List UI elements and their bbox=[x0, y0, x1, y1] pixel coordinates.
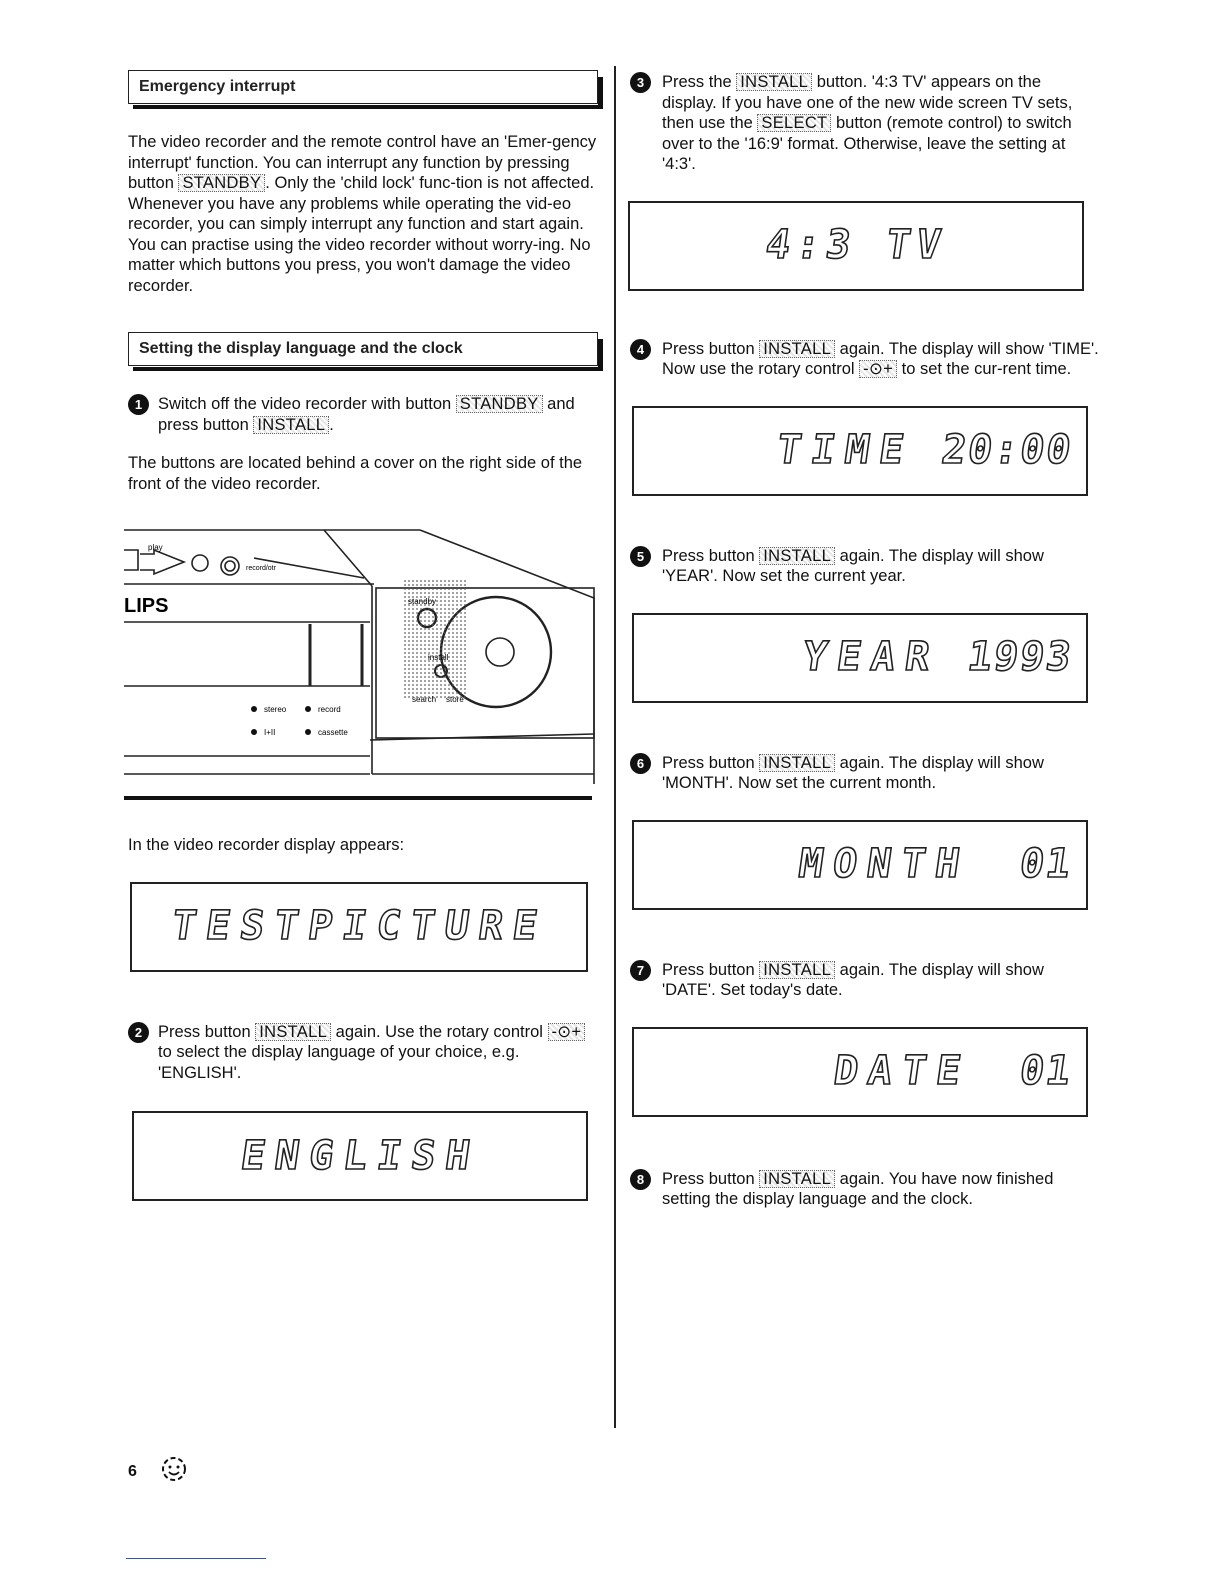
play-label: play bbox=[148, 543, 163, 552]
text-run: button (remote control) to switch over to the '16:9' format. Otherwise, leave the setting at '4:3'. bbox=[662, 114, 1072, 173]
smiley-face-icon bbox=[158, 1452, 190, 1484]
step-number: 6 bbox=[630, 753, 651, 774]
mono-indicator-dot bbox=[251, 729, 257, 735]
step-8 bbox=[632, 1169, 1100, 1210]
lcd-month-label: MONTH bbox=[796, 841, 974, 888]
emergency-interrupt-title: Emergency interrupt bbox=[139, 78, 296, 95]
lcd-time-value: 20:00 bbox=[938, 427, 1076, 474]
install-label: install bbox=[428, 653, 449, 662]
install-key-label: INSTALL bbox=[255, 1023, 331, 1041]
install-key-label: INSTALL bbox=[736, 73, 812, 91]
lcd-date bbox=[632, 1027, 1088, 1117]
lcd-time-label: TIME bbox=[774, 427, 917, 474]
text-run: Press button bbox=[158, 1022, 256, 1041]
text-run: . bbox=[329, 415, 334, 434]
install-key-label: INSTALL bbox=[759, 961, 835, 979]
setting-heading bbox=[128, 332, 598, 366]
install-key-label: INSTALL bbox=[759, 754, 835, 772]
search-label: search bbox=[412, 695, 437, 704]
lcd-year-label: YEAR bbox=[800, 634, 943, 681]
install-key-label: INSTALL bbox=[759, 1170, 835, 1188]
column-divider bbox=[614, 66, 616, 1428]
text-run: to set the cur-rent time. bbox=[897, 360, 1072, 378]
cassette-indicator-dot bbox=[305, 729, 311, 735]
record-otr-label: record/otr bbox=[246, 565, 276, 572]
brand-logo-text: LIPS bbox=[124, 595, 169, 617]
buttons-location-note: The buttons are located behind a cover on the right side of the front of the video recorder. bbox=[128, 454, 583, 493]
rotary-control-symbol: -⊙+ bbox=[859, 360, 897, 378]
lcd-date-value: 01 bbox=[1016, 1048, 1076, 1095]
text-run: and press button bbox=[158, 395, 575, 434]
record-indicator-dot bbox=[305, 706, 311, 712]
text-run: again. The display will show 'TIME'. Now use the rotary control bbox=[662, 339, 1099, 378]
setting-title: Setting the display language and the clock bbox=[139, 340, 463, 357]
stereo-indicator-label: stereo bbox=[264, 705, 287, 714]
text-run: . Only the 'child lock' func-tion is not affected. bbox=[265, 174, 595, 192]
store-label: store bbox=[446, 695, 464, 704]
step-7 bbox=[632, 960, 1100, 1001]
rotary-control-symbol: -⊙+ bbox=[548, 1023, 586, 1041]
step-number: 4 bbox=[630, 339, 651, 360]
text-run: Press button bbox=[662, 546, 760, 565]
emergency-interrupt-heading bbox=[128, 70, 598, 104]
select-key-label: SELECT bbox=[757, 114, 831, 132]
install-key-label: INSTALL bbox=[759, 547, 835, 565]
left-column bbox=[128, 70, 598, 494]
step-number: 1 bbox=[128, 394, 149, 415]
text-run: Press button bbox=[662, 339, 760, 358]
left-column-lower bbox=[128, 835, 598, 1201]
step-5 bbox=[632, 546, 1100, 587]
text-run: Press button bbox=[662, 960, 760, 979]
text-run: again. Use the rotary control bbox=[331, 1022, 548, 1041]
lcd-tv43-text: 4:3 TV bbox=[762, 222, 950, 269]
standby-key-label: STANDBY bbox=[178, 174, 265, 192]
lcd-month-value: 01 bbox=[1016, 841, 1076, 888]
lcd-year-value: 1993 bbox=[964, 634, 1076, 681]
lcd-year bbox=[632, 613, 1088, 703]
text-run: again. The display will show 'DATE'. Set today's date. bbox=[662, 960, 1044, 999]
step-3 bbox=[632, 72, 1100, 175]
stereo-indicator-dot bbox=[251, 706, 257, 712]
text-run: again. You have now finished setting the display language and the clock. bbox=[662, 1169, 1054, 1208]
text-run: to select the display language of your choice, e.g. 'ENGLISH'. bbox=[158, 1043, 520, 1082]
emergency-paragraph-2: Whenever you have any problems while operating the vid-eo recorder, you can simply interrupt any function and start again. bbox=[128, 194, 584, 233]
text-run: Press button bbox=[662, 1169, 760, 1188]
standby-key-label: STANDBY bbox=[456, 395, 543, 413]
text-run: The video recorder and the remote control have an 'Emer-gency interrupt' function. You can interrupt any function by pressing button bbox=[128, 133, 597, 192]
install-key-label: INSTALL bbox=[759, 340, 835, 358]
lcd-english-text: ENGLISH bbox=[237, 1132, 483, 1179]
step-number: 5 bbox=[630, 546, 651, 567]
lcd-month bbox=[632, 820, 1088, 910]
step-2 bbox=[128, 1022, 598, 1084]
step-4 bbox=[632, 339, 1100, 380]
step-6 bbox=[632, 753, 1100, 794]
text-run: Press button bbox=[662, 753, 760, 772]
text-run: Switch off the video recorder with button bbox=[158, 395, 456, 413]
lcd-testpicture bbox=[130, 882, 588, 972]
text-run: Press the bbox=[662, 73, 737, 91]
mono-indicator-label: I+II bbox=[264, 728, 276, 737]
text-run: button. '4:3 TV' appears on the display. If you have one of the new wide screen TV sets, then use the bbox=[662, 73, 1073, 132]
cassette-indicator-label: cassette bbox=[318, 728, 348, 737]
lcd-date-label: DATE bbox=[830, 1048, 974, 1095]
lcd-tv43 bbox=[628, 201, 1084, 291]
step-number: 8 bbox=[630, 1169, 651, 1190]
standby-label: standby bbox=[408, 597, 437, 606]
right-column bbox=[632, 70, 1100, 1210]
text-run: again. The display will show 'YEAR'. Now set the current year. bbox=[662, 546, 1044, 585]
page-number: 6 bbox=[128, 1463, 137, 1480]
footer-rule bbox=[126, 1558, 266, 1559]
emergency-paragraph-3: You can practise using the video recorder without worry-ing. No matter which buttons you press, you won't damage the video recorder. bbox=[128, 235, 591, 295]
step-number: 3 bbox=[630, 72, 651, 93]
install-key-label: INSTALL bbox=[253, 416, 329, 434]
lcd-english bbox=[132, 1111, 588, 1201]
step-number: 2 bbox=[128, 1022, 149, 1043]
text-run: again. The display will show 'MONTH'. Now set the current month. bbox=[662, 753, 1044, 792]
vcr-front-illustration bbox=[124, 528, 596, 802]
lcd-testpicture-text: TESTPICTURE bbox=[168, 903, 550, 950]
display-intro: In the video recorder display appears: bbox=[128, 836, 405, 854]
record-indicator-label: record bbox=[318, 705, 341, 714]
step-number: 7 bbox=[630, 960, 651, 981]
step-1 bbox=[128, 394, 598, 435]
emergency-paragraph-1 bbox=[128, 132, 598, 194]
lcd-time bbox=[632, 406, 1088, 496]
